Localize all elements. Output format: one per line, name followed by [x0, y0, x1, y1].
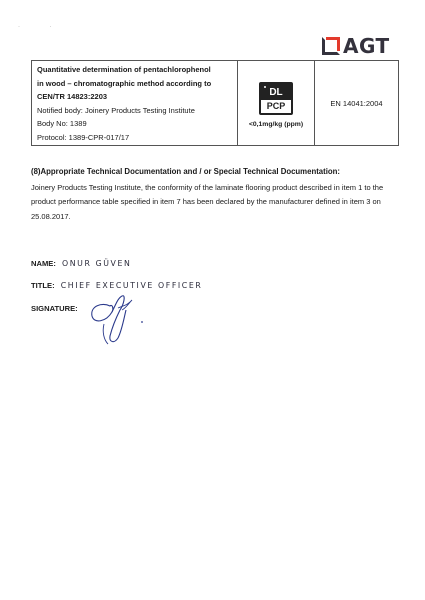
test-title-line-1: Quantitative determination of pentachlorophenol — [37, 65, 211, 74]
handwritten-signature — [82, 288, 152, 348]
standard-cell — [315, 61, 398, 145]
protocol-number: Protocol: 1389-CPR-017/17 — [37, 132, 130, 142]
name-label: NAME: — [31, 259, 56, 268]
pictogram-bottom-label: PCP — [261, 100, 291, 113]
pictogram-top-label: DL — [269, 87, 283, 98]
section-8-body: Joinery Products Testing Institute, the conformity of the laminate flooring product described in item 1 to the product performance table specified in item 7 has been declared by the manufacturer defined in item 3 on 25.08.2017. — [31, 183, 384, 221]
pictogram-cell — [238, 61, 315, 145]
test-method-cell — [32, 61, 238, 145]
standard-reference: EN 14041:2004 — [330, 98, 383, 108]
title-label: TITLE: — [31, 281, 55, 290]
agt-logo — [322, 36, 390, 56]
test-title-line-3: CEN/TR 14823:2203 — [37, 92, 108, 102]
name-field — [31, 259, 131, 268]
signature-label: SIGNATURE: — [31, 304, 78, 313]
scan-marks: · · — [18, 24, 66, 30]
agt-logo-mark-icon — [322, 37, 340, 55]
dl-limit-value: <0,1mg/kg (ppm) — [248, 121, 304, 128]
notified-body: Notified body: Joinery Products Testing Institute — [37, 105, 195, 115]
agt-logo-text: AGT — [343, 34, 390, 58]
name-value: ONUR GÜVEN — [62, 259, 132, 268]
performance-table-row — [31, 60, 399, 146]
signature-field — [31, 304, 78, 313]
dl-pcp-pictogram-icon — [259, 82, 293, 115]
body-number: Body No: 1389 — [37, 119, 87, 129]
title-value: CHIEF EXECUTIVE OFFICER — [60, 281, 203, 290]
test-title-line-2: in wood – chromatographic method according to — [37, 78, 212, 88]
section-8-title: (8)Appropriate Technical Documentation and / or Special Technical Documentation: — [31, 167, 341, 176]
